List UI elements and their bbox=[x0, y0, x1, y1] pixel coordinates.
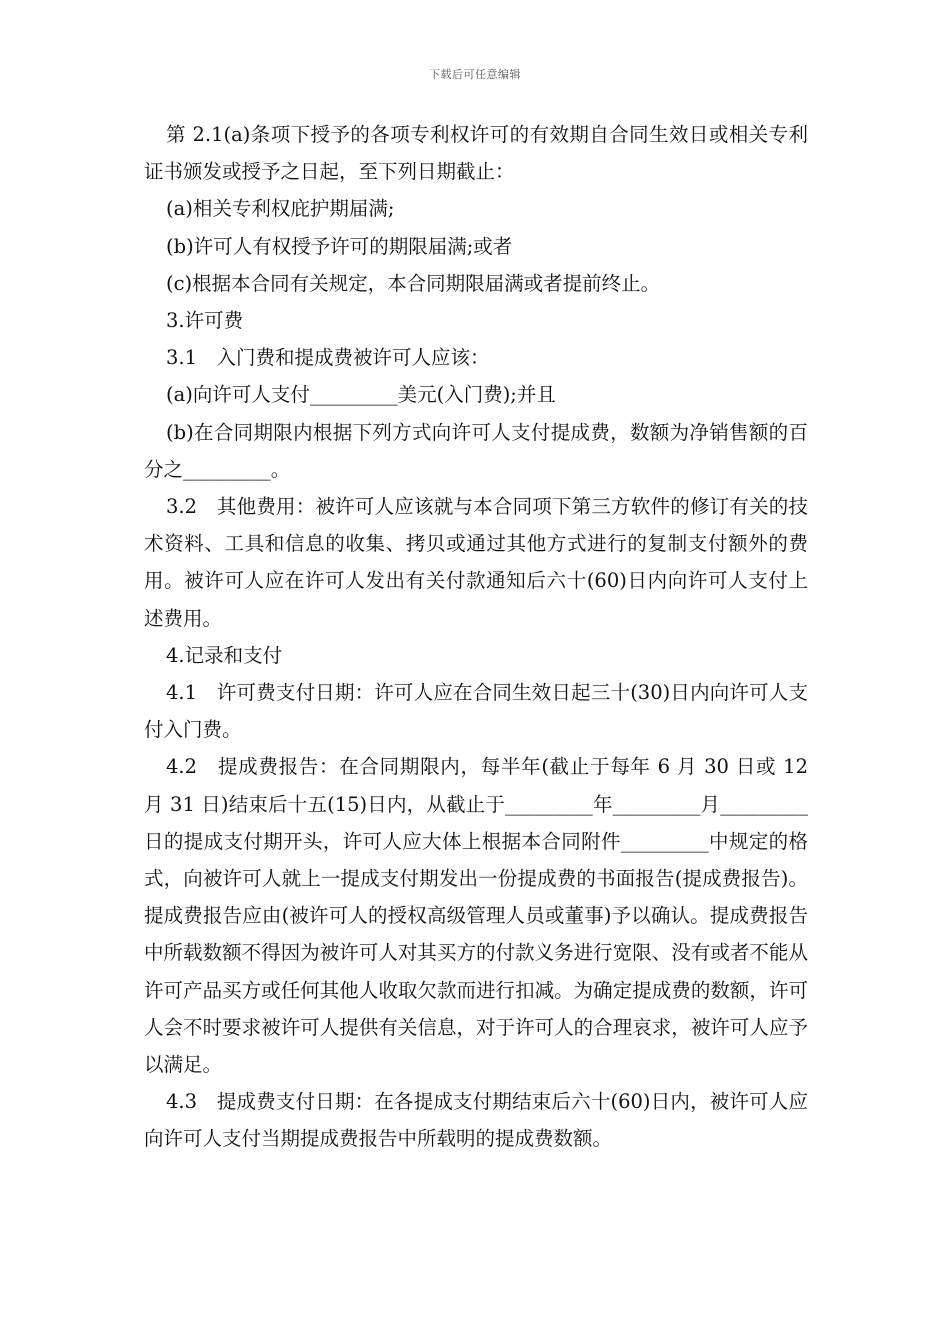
paragraph-item-b-expiry: (b)许可人有权授予许可的期限届满;或者 bbox=[166, 234, 513, 258]
section-heading-4: 4.记录和支付 bbox=[166, 643, 283, 667]
paragraph-4-2: 4.2 提成费报告：在合同期限内，每半年(截止于每年 6 月 30 日或 12 月 31 日)结束后十五(15)日内，从截止于_________年_________月_________日的提成支付期开头，许可人应大体上根据本合同附件_________中规定的格式，向被许可人就上一提成支付期发出一份提成费的书面报告(提成费报告)。提成费报告应由(被许可人的授权高级管理人员或董事)予以确认。提成费报告中所载数额不得因为被许可人对其买方的付款义务进行宽限、没有或者不能从许可产品买方或任何其他人收取欠款而进行扣减。为确定提成费的数额，许可人会不时要求被许可人提供有关信息，对于许可人的合理哀求，被许可人应予以满足。 bbox=[144, 755, 808, 1077]
paragraph-3-2: 3.2 其他费用：被许可人应该就与本合同项下第三方软件的修订有关的技术资料、工具和信息的收集、拷贝或通过其他方式进行的复制支付额外的费用。被许可人应在许可人发出有关付款通知后六十(60)日内向许可人支付上述费用。 bbox=[144, 495, 808, 630]
paragraph-3-1: 3.1 入门费和提成费被许可人应该： bbox=[166, 346, 490, 370]
document-body bbox=[144, 116, 808, 1158]
section-heading-3: 3.许可费 bbox=[166, 309, 244, 333]
paragraph-item-a-expiry: (a)相关专利权庇护期届满; bbox=[166, 197, 395, 221]
paragraph-4-1: 4.1 许可费支付日期：许可人应在合同生效日起三十(30)日内向许可人支付入门费。 bbox=[144, 681, 808, 742]
page-header-note: 下载后可任意编辑 bbox=[429, 68, 521, 81]
paragraph-3-1-a: (a)向许可人支付_________美元(入门费);并且 bbox=[166, 383, 556, 407]
paragraph-3-1-b: (b)在合同期限内根据下列方式向许可人支付提成费，数额为净销售额的百分之_________。 bbox=[144, 420, 808, 481]
paragraph-4-3: 4.3 提成费支付日期：在各提成支付期结束后六十(60)日内，被许可人应向许可人支付当期提成费报告中所载明的提成费数额。 bbox=[144, 1090, 808, 1151]
paragraph-2-1-term: 第 2.1(a)条项下授予的各项专利权许可的有效期自合同生效日或相关专利证书颁发或授予之日起，至下列日期截止： bbox=[144, 123, 808, 184]
paragraph-item-c-expiry: (c)根据本合同有关规定，本合同期限届满或者提前终止。 bbox=[166, 271, 661, 295]
